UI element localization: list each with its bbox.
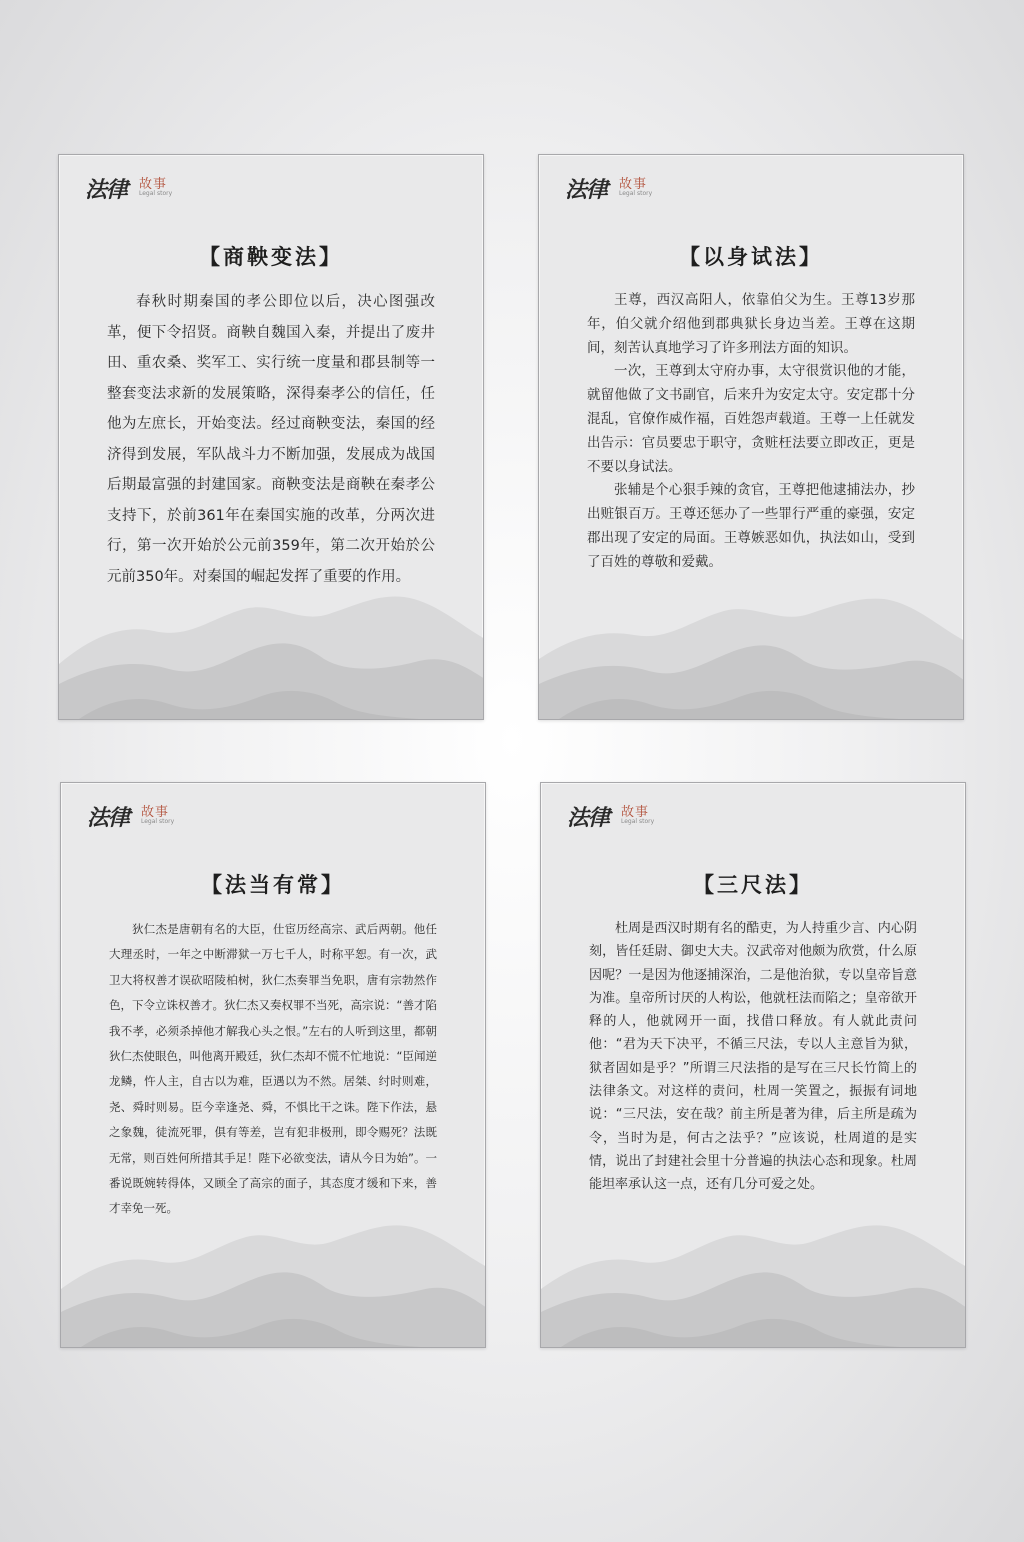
- story-body: [107, 287, 435, 592]
- story-title: 【商鞅变法】: [199, 244, 343, 269]
- story-paragraph: 王尊，西汉高阳人，依靠伯父为生。王尊13岁那年，伯父就介绍他到郡典狱长身边当差。王尊在这期间，刻苦认真地学习了许多刑法方面的知识。: [587, 292, 915, 356]
- brand-english: Legal story: [619, 190, 653, 197]
- story-title: 【三尺法】: [693, 872, 813, 897]
- story-paragraph: 一次，王尊到太守府办事，太守很赏识他的才能，就留他做了文书副官，后来升为安定太守。安定郡十分混乱，官僚作威作福，百姓怨声载道。王尊一上任就发出告示：官员要忠于职守，贪赃枉法要立即改正，更是不要以身试法。: [587, 363, 915, 475]
- brand-title: 法律: [567, 805, 610, 831]
- mountain-decoration: [541, 1197, 966, 1347]
- brand-title: 法律: [85, 177, 128, 203]
- story-paragraph: 狄仁杰是唐朝有名的大臣，仕宦历经高宗、武后两朝。他任大理丞时，一年之中断滞狱一万七千人，时称平恕。有一次，武卫大将权善才误砍昭陵柏树，狄仁杰奏罪当免职，唐有宗勃然作色，下令立诛权善才。狄仁杰又奏权罪不当死，高宗说：“善才陷我不孝，必须杀掉他才解我心头之恨。”左右的人听到这里，都朝狄仁杰使眼色，叫他离开殿廷，狄仁杰却不慌不忙地说：“臣闻逆龙鳞，忤人主，自古以为难，臣遇以为不然。居桀、纣时则难，尧、舜时则易。臣今幸逢尧、舜，不惧比干之诛。陛下作法，悬之象魏，徒流死罪，俱有等差，岂有犯非极刑，即令赐死？法既无常，则百姓何所措其手足！陛下必欲变法，请从今日为始”。一番说既婉转得体，又顾全了高宗的面子，其态度才缓和下来，善才幸免一死。: [109, 922, 437, 1216]
- legal-story-panel: [58, 154, 484, 720]
- story-body: [589, 917, 917, 1197]
- brand-subtitle: 故事: [621, 805, 650, 820]
- story-paragraph: 杜周是西汉时期有名的酷吏，为人持重少言、内心阴刻，皆任廷尉、御史大夫。汉武帝对他颇为欣赏，什么原因呢？一是因为他逐捕深治，二是他治狱，专以皇帝旨意为准。皇帝所讨厌的人构讼，他就枉法而陷之；皇帝欲开释的人，他就网开一面，找借口释放。有人就此责问他：“君为天下决平，不循三尺法，专以人主意旨为狱，狱者固如是乎？”所谓三尺法指的是写在三尺长竹简上的法律条文。对这样的责问，杜周一笑置之，振振有词地说：“三尺法，安在哉？前主所是著为律，后主所是疏为令，当时为是，何古之法乎？”应该说，杜周道的是实情，说出了封建社会里十分普遍的执法心态和现象。杜周能坦率承认这一点，还有几分可爱之处。: [589, 921, 917, 1193]
- story-body: [109, 917, 437, 1222]
- story-paragraph: 春秋时期秦国的孝公即位以后，决心图强改革，便下令招贤。商鞅自魏国入秦，并提出了废井田、重农桑、奖军工、实行统一度量和郡县制等一整套变法求新的发展策略，深得秦孝公的信任，任他为左庶长，开始变法。经过商鞅变法，秦国的经济得到发展，军队战斗力不断加强，发展成为战国后期最富强的封建国家。商鞅变法是商鞅在秦孝公支持下，於前361年在秦国实施的改革，分两次进行，第一次开始於公元前359年，第二次开始於公元前350年。对秦国的崛起发挥了重要的作用。: [107, 294, 435, 585]
- legal-story-panel: [538, 154, 964, 720]
- brand-english: Legal story: [621, 818, 655, 825]
- brand-english: Legal story: [139, 190, 173, 197]
- brand-subtitle: 故事: [139, 177, 168, 192]
- legal-story-panel: [540, 782, 966, 1348]
- brand-english: Legal story: [141, 818, 175, 825]
- brand-title: 法律: [565, 177, 608, 203]
- mountain-decoration: [539, 569, 964, 719]
- story-title: 【以身试法】: [679, 244, 823, 269]
- legal-story-panel: [60, 782, 486, 1348]
- brand-title: 法律: [87, 805, 130, 831]
- brand-subtitle: 故事: [141, 805, 170, 820]
- story-body: [587, 289, 915, 575]
- story-paragraph: 张辅是个心狠手辣的贪官，王尊把他逮捕法办，抄出赃银百万。王尊还惩办了一些罪行严重的豪强，安定郡出现了安定的局面。王尊嫉恶如仇，执法如山，受到了百姓的尊敬和爱戴。: [587, 482, 915, 570]
- story-title: 【法当有常】: [201, 872, 345, 897]
- brand-subtitle: 故事: [619, 177, 648, 192]
